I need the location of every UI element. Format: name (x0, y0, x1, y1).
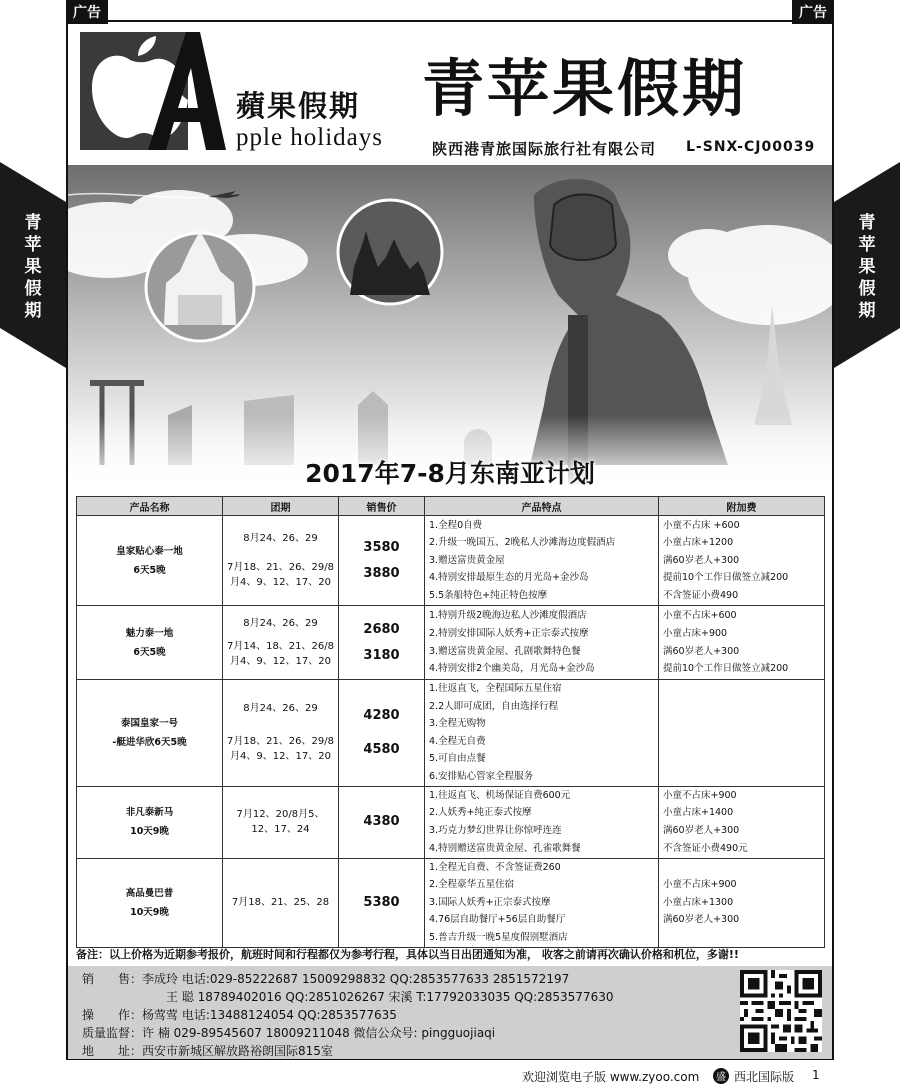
contact-line (82, 1042, 333, 1059)
header-dates: 团期 (223, 497, 339, 516)
dates-cell (223, 680, 339, 787)
product-duration: -艇进华欣6天5晚 (112, 736, 187, 748)
fee-item: 小童不占床+600 (663, 610, 737, 622)
side-tab-char: 苹 (24, 235, 42, 255)
fee-item: 小童占床+1300 (663, 896, 734, 908)
feature-item: 6.安排贴心管家全程服务 (429, 770, 534, 782)
apple-logo (78, 30, 228, 152)
side-tab-char: 假 (858, 279, 876, 299)
contact-text: 西安市新城区解放路裕朗国际815室 (142, 1044, 333, 1058)
product-name: 泰国皇家一号 (120, 717, 178, 729)
brand-name-cn-big: 青苹果假期 (422, 52, 748, 125)
feature-item: 2.升级一晚国五、2晚私人沙滩海边度假酒店 (429, 537, 616, 549)
contact-block (68, 966, 832, 1059)
price-cell (339, 516, 425, 606)
feature-item: 4.全程无自费 (429, 735, 486, 747)
date-line: 8月24、26、29 (243, 533, 318, 544)
product-name: 魅力泰一地 (125, 627, 174, 639)
feature-item: 5.普吉升级一晚5星度假别墅酒店 (429, 931, 568, 943)
fee-item: 提前10个工作日做签立减200 (663, 663, 789, 675)
fees-cell (659, 606, 825, 680)
product-name-cell (77, 786, 223, 858)
publisher-logo-icon (713, 1068, 729, 1084)
fee-item: 小童占床+900 (663, 627, 728, 639)
features-cell (425, 606, 659, 680)
table-header-row (77, 497, 825, 516)
product-table (76, 496, 825, 948)
product-name-cell (77, 606, 223, 680)
dates-cell (223, 606, 339, 680)
ad-label-left: 广告 (66, 0, 108, 24)
contact-label: 销 售： (82, 972, 143, 986)
date-line: 7月18、21、26、29/8 (227, 736, 334, 748)
brand-name-cn-small: 蘋果假期 (236, 89, 361, 123)
fee-item: 提前10个工作日做签立减200 (663, 572, 789, 584)
dates-cell (223, 786, 339, 858)
product-name: 皇家贴心泰一地 (116, 545, 183, 557)
hero-illustration (68, 165, 832, 490)
product-name-cell (77, 858, 223, 947)
side-tab-char: 期 (24, 301, 42, 321)
product-name: 非凡泰新马 (125, 807, 174, 819)
publisher-logo-glyph: 盛 (716, 1072, 726, 1083)
date-line: 月4、9、12、17、20 (230, 577, 331, 588)
fee-item: 满60岁老人+300 (663, 914, 740, 926)
dates-cell (223, 858, 339, 947)
features-cell (425, 858, 659, 947)
date-line: 7月18、21、26、29/8 (227, 562, 334, 573)
product-duration: 10天9晚 (130, 826, 169, 838)
date-line: 月4、9、12、17、20 (230, 751, 331, 763)
fee-item: 满60岁老人+300 (663, 825, 740, 837)
fees-cell (659, 680, 825, 787)
contact-text: 李成玲 电话:029-85222687 15009298832 QQ:2853577633 2851572197 (142, 972, 570, 986)
date-line: 12、17、24 (251, 824, 310, 836)
price-value: 3880 (363, 565, 400, 581)
fee-item: 小童不占床+900 (663, 879, 737, 891)
fee-item: 满60岁老人+300 (663, 645, 740, 657)
page-number: 1 (812, 1068, 820, 1082)
fee-item: 小童不占床 +600 (663, 519, 740, 531)
feature-item: 3.赠送富贵黄金屋 (429, 554, 505, 566)
feature-item: 2.特别安排国际人妖秀+正宗泰式按摩 (429, 627, 589, 639)
header-features: 产品特点 (425, 497, 659, 516)
feature-item: 2.2人即可成团，自由选择行程 (429, 700, 559, 712)
fee-item: 满60岁老人+300 (663, 554, 740, 566)
table-row (77, 516, 825, 606)
feature-item: 1.全程0自费 (429, 519, 483, 531)
side-tab-char: 青 (858, 213, 876, 233)
fees-cell (659, 786, 825, 858)
feature-item: 1.往返直飞，全程国际五星住宿 (429, 683, 562, 694)
date-line: 8月24、26、29 (243, 703, 318, 715)
side-tab-char: 果 (24, 257, 42, 277)
feature-item: 4.特别安排2个幽美岛，月光岛+金沙岛 (429, 663, 595, 675)
feature-item: 3.全程无购物 (429, 718, 486, 730)
price-value: 3180 (363, 647, 400, 663)
side-tab-char: 期 (858, 301, 876, 321)
features-cell (425, 516, 659, 606)
contact-line (82, 970, 569, 987)
price-value: 4280 (363, 707, 400, 723)
ad-label-right: 广告 (792, 0, 834, 24)
header-product-name: 产品名称 (77, 497, 223, 516)
side-tab-char: 苹 (858, 235, 876, 255)
contact-label: 地 址： (82, 1044, 143, 1058)
date-line: 7月18、21、25、28 (231, 897, 330, 909)
feature-item: 4.76层自助餐厅+56层自助餐厅 (429, 914, 566, 926)
features-cell (425, 786, 659, 858)
price-cell (339, 786, 425, 858)
feature-item: 2.人妖秀+纯正泰式按摩 (429, 807, 532, 819)
fee-item: 小童占床+1200 (663, 537, 734, 549)
feature-item: 1.往返直飞、机场保证自费600元 (429, 789, 571, 801)
product-name-cell (77, 680, 223, 787)
product-duration: 10天9晚 (130, 906, 169, 918)
date-line: 8月24、26、29 (243, 618, 318, 629)
fee-item: 不含签证小费490元 (663, 842, 748, 854)
company-name: 陕西港青旅国际旅行社有限公司 (432, 140, 657, 158)
price-value: 2680 (363, 621, 400, 637)
fees-cell (659, 516, 825, 606)
price-value: 4380 (363, 814, 400, 830)
product-name: 高品曼巴普 (125, 887, 174, 899)
feature-item: 2.全程豪华五星住宿 (429, 879, 515, 891)
publisher-logo-shape (713, 1068, 729, 1084)
product-name-cell (77, 516, 223, 606)
remark-note: 备注：以上价格为近期参考报价，航班时间和行程都仅为参考行程，具体以当日出团通知为准， 收客之前请再次确认价格和机位，多谢!! (76, 948, 739, 961)
side-tab-char: 青 (24, 213, 42, 233)
contact-line (82, 1006, 397, 1023)
table-row (77, 606, 825, 680)
price-cell (339, 680, 425, 787)
contact-label: 操 作： (82, 1008, 143, 1022)
feature-item: 4.特别安排最原生态的月光岛+金沙岛 (429, 572, 589, 584)
feature-item: 4.特别赠送富贵黄金屋、孔雀歌舞餐 (429, 842, 581, 854)
date-line: 月4、9、12、17、20 (230, 656, 331, 667)
price-cell (339, 858, 425, 947)
feature-item: 3.赠送富贵黄金屋、孔剧歌舞特色餐 (429, 645, 581, 657)
date-line: 7月14、18、21、26/8 (227, 641, 334, 652)
side-tab-right (834, 162, 900, 368)
feature-item: 1.特别升级2晚海边私人沙滩度假酒店 (429, 610, 587, 622)
table-row (77, 786, 825, 858)
side-tab-char: 假 (24, 279, 42, 299)
feature-item: 3.巧克力梦幻世界让你惊呼连连 (429, 825, 562, 837)
fee-item: 小童不占床+900 (663, 789, 737, 801)
license-number: L-SNX-CJ00039 (686, 139, 816, 155)
contact-text: 许 楠 029-89545607 18009211048 微信公众号: pingguojiaqi (142, 1026, 496, 1040)
contact-label: 质量监督： (82, 1026, 143, 1040)
feature-item: 5.可自由点餐 (429, 753, 486, 765)
feature-item: 5.5条船特色+纯正特色按摩 (429, 589, 548, 601)
contact-text: 王 聪 18789402016 QQ:2851026267 宋溪 T:17792033035 QQ:2853577630 (142, 990, 614, 1004)
feature-item: 3.国际人妖秀+正宗泰式按摩 (429, 896, 551, 908)
features-cell (425, 680, 659, 787)
footer-edition: 西北国际版 (734, 1070, 795, 1084)
product-duration: 6天5晚 (133, 564, 166, 576)
fee-item: 不含签证小费490 (663, 589, 739, 601)
price-value: 3580 (363, 539, 400, 555)
brand-name-en: pple holidays (236, 124, 384, 151)
side-tab-right-text (834, 212, 900, 322)
contact-line (82, 1024, 495, 1041)
dates-cell (223, 516, 339, 606)
footer-website: 欢迎浏览电子版 www.zyoo.com (522, 1070, 700, 1084)
hero-title: 2017年7-8月东南亚计划 (305, 459, 595, 488)
date-line: 7月12、20/8月5、 (236, 809, 325, 821)
header-price: 销售价 (339, 497, 425, 516)
side-tab-left (0, 162, 66, 368)
fee-item: 小童占床+1400 (663, 807, 734, 819)
contact-text: 杨莺莺 电话:13488124054 QQ:2853577635 (142, 1008, 397, 1022)
table-row (77, 680, 825, 787)
price-value: 5380 (363, 894, 400, 910)
contact-line (82, 988, 613, 1005)
product-duration: 6天5晚 (133, 646, 166, 658)
qr-code-icon[interactable] (740, 970, 822, 1052)
fees-cell (659, 858, 825, 947)
table-row (77, 858, 825, 947)
feature-item: 1.全程无自费、不含签证费260 (429, 861, 561, 873)
price-value: 4580 (363, 741, 400, 757)
price-cell (339, 606, 425, 680)
side-tab-char: 果 (858, 257, 876, 277)
side-tab-left-text (0, 212, 66, 322)
header-fees: 附加费 (659, 497, 825, 516)
